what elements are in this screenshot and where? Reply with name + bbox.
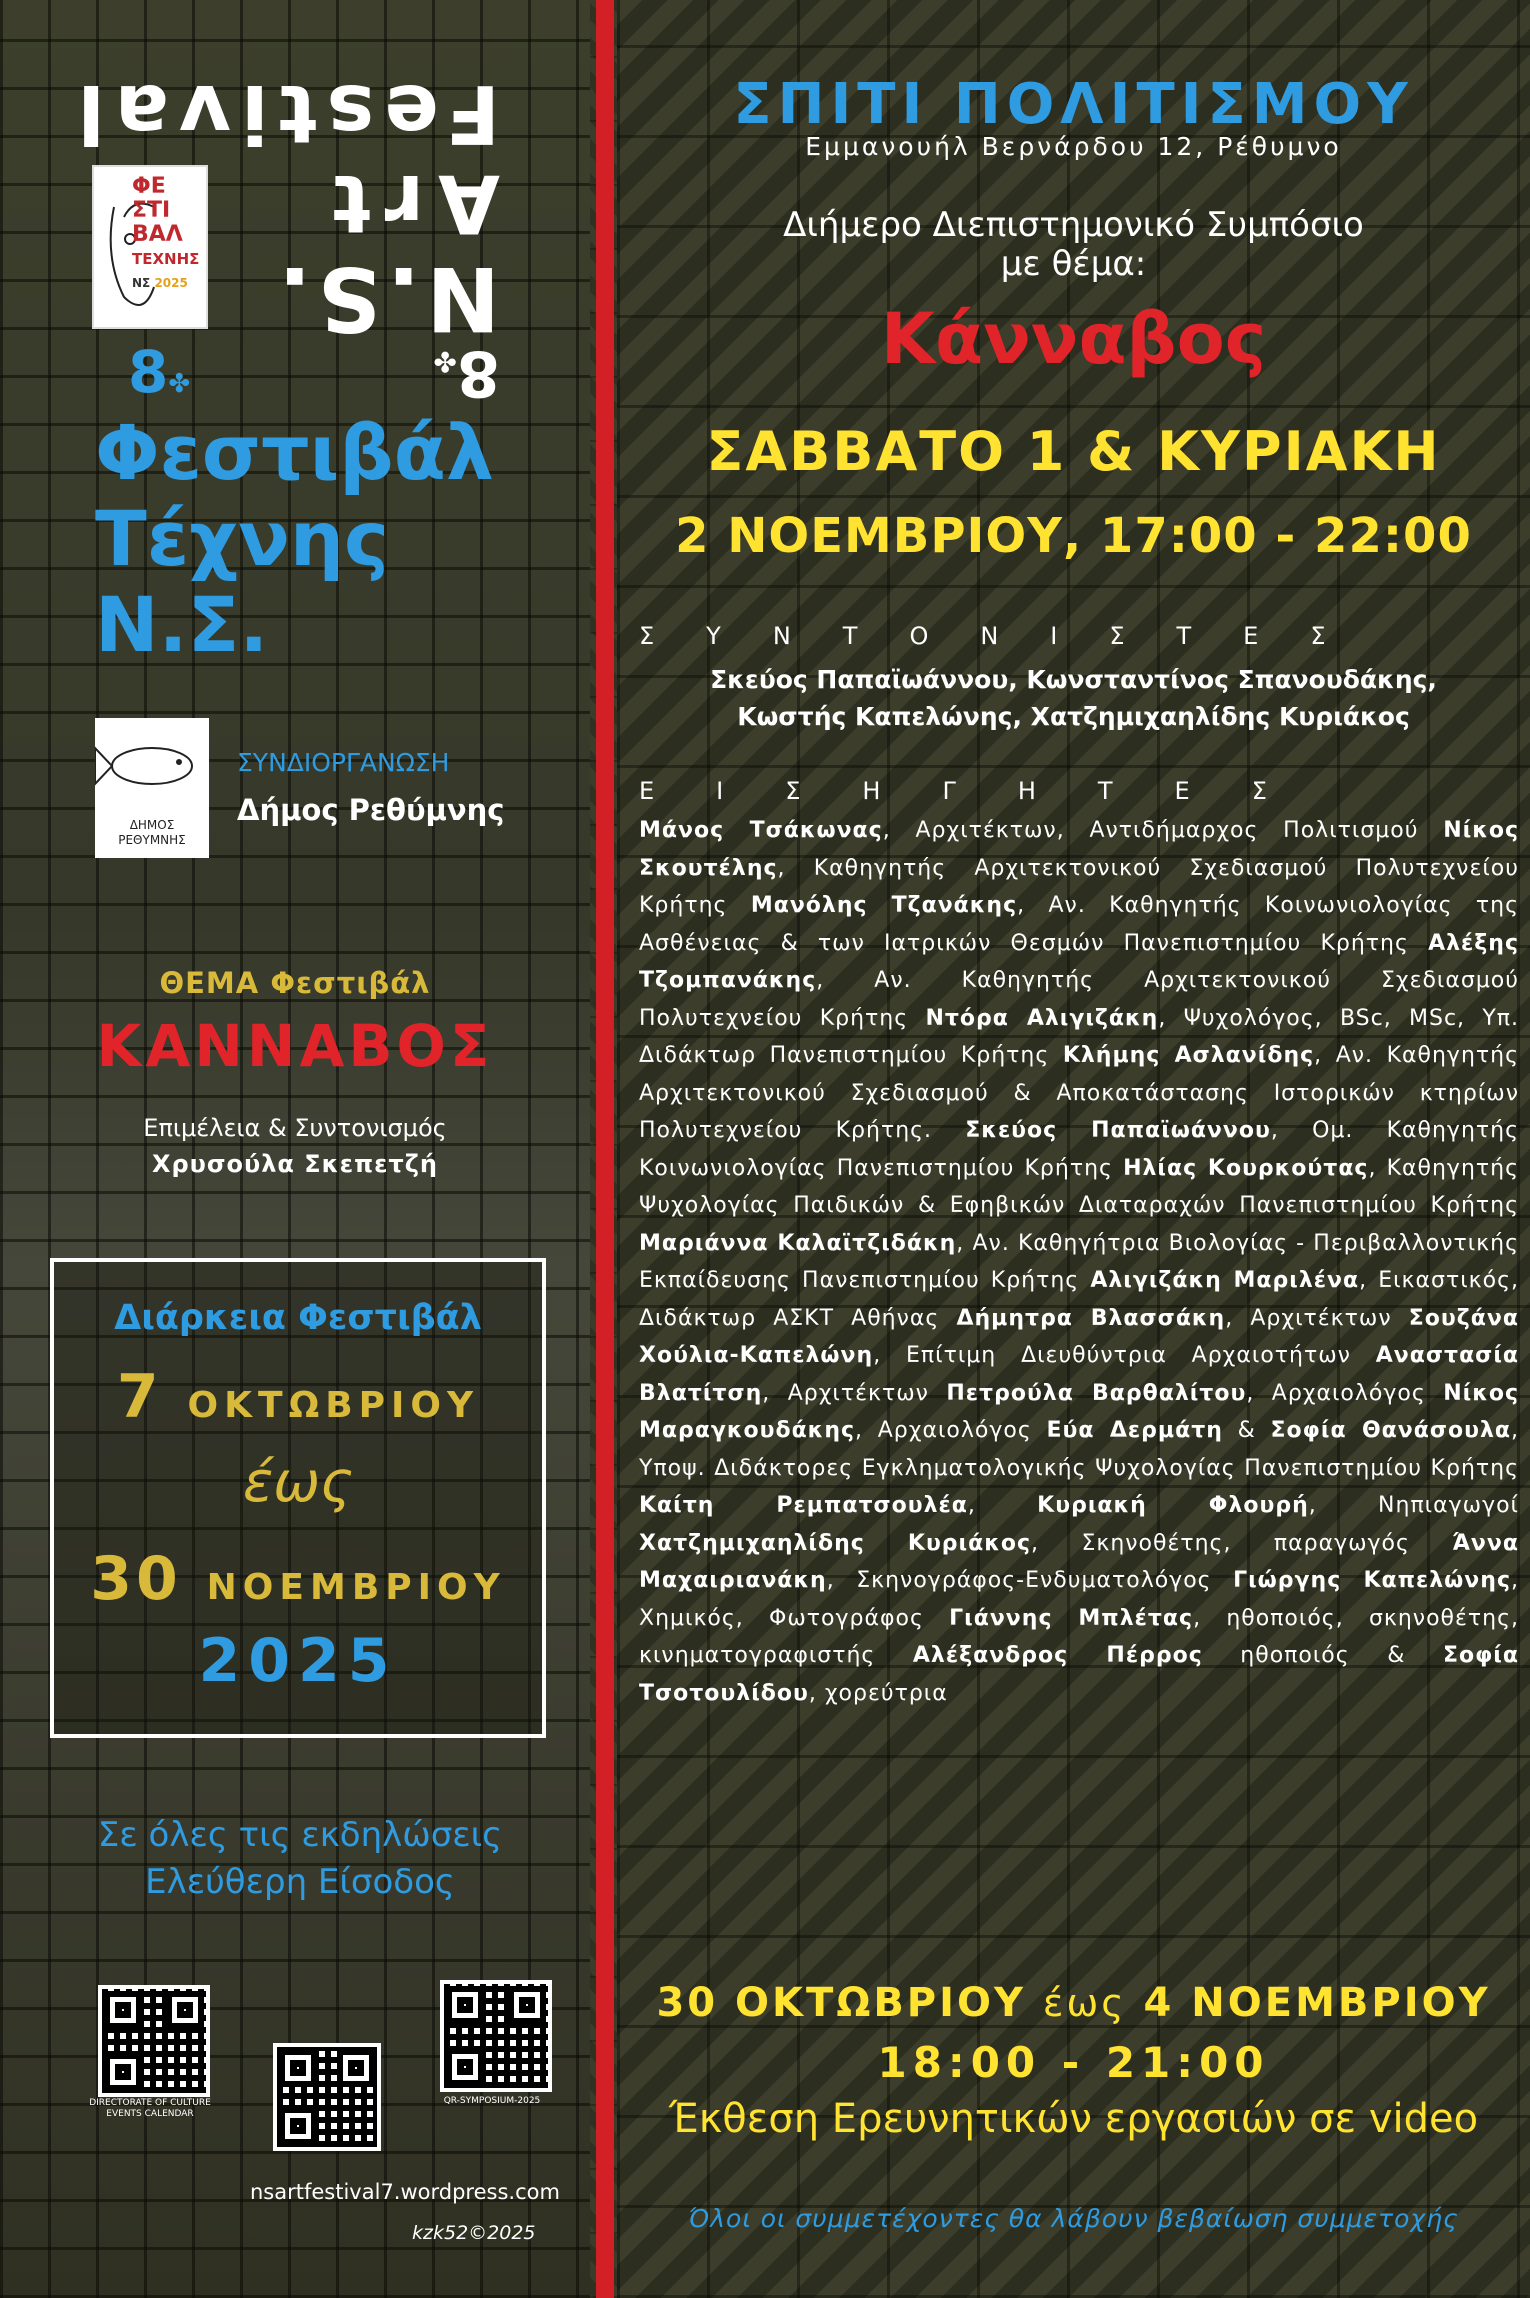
speaker-role: , Αν. Καθηγήτρια Βιολογίας - Περιβαλλοντικής Εκπαίδευσης Πανεπιστημίου Κρήτης — [639, 1230, 1519, 1293]
speaker-name: Νίκος Μαραγκουδάκης — [639, 1380, 1519, 1443]
festival-logo — [92, 165, 208, 329]
municipality-logo-text: ΔΗΜΟΣ ΡΕΘΥΜΝΗΣ — [118, 818, 186, 847]
speaker-name: Κλήμης Ασλανίδης — [1062, 1043, 1315, 1068]
festival-name-line-1: Φεστιβάλ — [95, 408, 494, 497]
speaker-name: Χατζημιχαηλίδης Κυριάκος — [639, 1530, 1032, 1556]
speaker-role: , — [967, 1493, 1038, 1518]
speaker-name: Άννα Μαχαιριανάκη — [639, 1530, 1519, 1593]
credit: kzk52©2025 — [412, 2222, 536, 2244]
speaker-name: Πετρούλα Βαρθαλίτου — [946, 1380, 1247, 1406]
exhibit-title: Έκθεση Ερευνητικών εργασιών σε video — [668, 2096, 1479, 2142]
symposium-dates-line-1: ΣΑΒΒΑΤΟ 1 & ΚΥΡΙΑΚΗ — [706, 420, 1441, 483]
qr-caption-symposium: QR-SYMPOSIUM-2025 — [443, 2096, 541, 2106]
speaker-name: Αλιγιζάκη Μαριλένα — [1090, 1268, 1360, 1293]
speakers-label: ΕΙΣΗΓΗΤΕΣ — [639, 777, 1329, 805]
curation-name: Χρυσούλα Σκεπετζή — [151, 1150, 439, 1178]
theme-value: ΚΑΝΝΑΒΟΣ — [96, 1012, 494, 1080]
speaker-name: Κυριακή Φλουρή — [1037, 1493, 1309, 1518]
speaker-name: Ντόρα Αλιγιζάκη — [925, 1005, 1159, 1031]
coorganization-name: Δήμος Ρεθύμνης — [237, 793, 505, 827]
flipped-title-line-8: 8✤ — [433, 337, 500, 410]
speaker-role: , Επίτιμη Διευθύντρια Αρχαιοτήτων — [873, 1343, 1376, 1368]
flipped-title-line-art: Art — [318, 157, 500, 250]
speaker-name: Καίτη Ρεμπατσουλέα — [639, 1493, 968, 1518]
speaker-name: Μάνος Τσάκωνας — [639, 818, 883, 843]
festival-name — [95, 410, 494, 668]
qr-code-symposium[interactable] — [440, 1980, 552, 2092]
speaker-role: , Αρχιτέκτων — [762, 1380, 947, 1406]
coordinators-line-1: Σκεύος Παπαϊωάννου, Κωνσταντίνος Σπανουδάκης, — [710, 665, 1437, 694]
speaker-name: Μαριάννα Καλαϊτζιδάκη — [639, 1230, 957, 1256]
free-entry-line-1: Σε όλες τις εκδηλώσεις — [97, 1815, 503, 1855]
exhibit-time: 18:00 - 21:00 — [877, 2038, 1270, 2087]
website-url[interactable]: nsartfestival7.wordpress.com — [250, 2180, 560, 2204]
speaker-name: Αναστασία Βλατίτση — [639, 1343, 1519, 1406]
qr-code-culture-calendar[interactable] — [98, 1985, 210, 2097]
speaker-role: , ηθοποιός, σκηνοθέτης, κινηματογραφιστής — [639, 1605, 1520, 1668]
curation-label: Επιμέλεια & Συντονισμός — [143, 1114, 447, 1142]
duration-box — [50, 1258, 546, 1738]
speaker-role: , Αρχαιολόγος — [855, 1418, 1047, 1443]
coordinators-label: ΣΥΝΤΟΝΙΣΤΕΣ — [639, 622, 1378, 650]
speaker-name: Μανόλης Τζανάκης — [750, 893, 1018, 918]
speaker-role: , Καθηγητής Ψυχολογίας Παιδικών & Εφηβικών Διαταραχών Πανεπιστημίου Κρήτης — [639, 1155, 1519, 1218]
speaker-role: , Αν. Καθηγητής Αρχιτεκτονικού Σχεδιασμού & Αποκατάστασης Ιστορικών κτηρίων Πολυτεχνείου Κρήτης. — [639, 1043, 1519, 1143]
speaker-role: , Σκηνογράφος-Ενδυματολόγος — [826, 1568, 1234, 1593]
speaker-name: Ηλίας Κουρκούτας — [1123, 1155, 1369, 1181]
speaker-role: , Ψυχολόγος, BSc, MSc, Υπ. Διδάκτωρ Πανεπιστημίου Κρήτης — [639, 1005, 1520, 1068]
flipped-title-line-ns: N.S. — [272, 247, 500, 350]
speaker-name: Σοφία Τσοτουλίδου — [639, 1643, 1519, 1706]
event-line-1: Διήμερο Διεπιστημονικό Συμπόσιο — [783, 205, 1364, 245]
speaker-name: Σοφία Θανάσουλα — [1270, 1418, 1511, 1443]
red-divider — [596, 0, 614, 2298]
speaker-name: Γιάννης Μπλέτας — [949, 1605, 1194, 1631]
free-entry-line-2: Ελεύθερη Είσοδος — [145, 1862, 455, 1902]
speaker-role: , Νηπιαγωγοί — [1308, 1493, 1519, 1518]
speaker-name: Αλέξανδρος Πέρρος — [912, 1643, 1203, 1668]
duration-end: 30 ΝΟΕΜΒΡΙΟΥ — [90, 1544, 506, 1614]
speaker-name: Δήμητρα Βλασσάκη — [956, 1305, 1226, 1331]
duration-start: 7 ΟΚΤΩΒΡΙΟΥ — [116, 1362, 480, 1432]
speaker-name: Εύα Δερμάτη — [1046, 1418, 1223, 1443]
venue-title: ΣΠΙΤΙ ΠΟΛΙΤΙΣΜΟΥ — [733, 72, 1414, 137]
theme-label: ΘΕΜΑ Φεστιβάλ — [159, 966, 431, 1000]
speaker-role: , Αν. Καθηγητής Κοινωνιολογίας της Ασθένειας & των Ιατρικών Θεσμών Πανεπιστημίου Κρήτης — [639, 893, 1519, 956]
speaker-role: , χορεύτρια — [808, 1680, 948, 1706]
festival-number: 8✤ — [128, 338, 191, 406]
duration-label: Διάρκεια Φεστιβάλ — [114, 1298, 482, 1338]
right-panel — [617, 0, 1530, 2298]
festival-logo-text: ΦΕ ΣΤΙ ΒΑΛ ΤΕΧΝΗΣ ΝΣ 2025 — [132, 174, 200, 290]
festival-name-line-3: Ν.Σ. — [95, 580, 269, 669]
coordinators-line-2: Κωστής Καπελώνης, Χατζημιχαηλίδης Κυριάκος — [737, 702, 1410, 731]
speaker-name: Γιώργης Καπελώνης — [1233, 1568, 1511, 1593]
speaker-role: , Σκηνοθέτης, παραγωγός — [1031, 1530, 1453, 1556]
qr-caption-culture: DIRECTORATE OF CULTURE EVENTS CALENDAR — [89, 2098, 211, 2119]
speaker-name: Νίκος Σκουτέλης — [639, 818, 1519, 881]
speaker-role: , Χημικός, Φωτογράφος — [639, 1568, 1519, 1631]
speakers-text — [639, 812, 1519, 1712]
symposium-topic: Κάνναβος — [880, 298, 1267, 380]
speaker-role: , Ομ. Καθηγητής Κοινωνιολογίας Πανεπιστημίου Κρήτης — [639, 1118, 1520, 1181]
venue-address: Εμμανουήλ Βερνάρδου 12, Ρέθυμνο — [805, 132, 1342, 161]
speaker-role: , Αν. Καθηγητής Αρχιτεκτονικού Σχεδιασμού Πολυτεχνείου Κρήτης — [639, 968, 1519, 1031]
flipped-title-line-festival: Festival — [67, 67, 500, 160]
speaker-role: ηθοποιός & — [1202, 1643, 1443, 1668]
duration-year: 2025 — [198, 1626, 398, 1696]
qr-code-festival[interactable] — [273, 2043, 381, 2151]
event-line-2: με θέμα: — [1000, 244, 1147, 284]
certificate-note: Όλοι οι συμμετέχοντες θα λάβουν βεβαίωση συμμετοχής — [688, 2204, 1459, 2233]
duration-until: έως — [242, 1450, 354, 1515]
left-panel — [0, 0, 590, 2298]
speaker-name: Αλέξης Τζομπανάκης — [639, 930, 1519, 993]
speaker-name: Σκεύος Παπαϊωάννου — [965, 1118, 1271, 1143]
municipality-fish-icon — [95, 718, 209, 814]
speaker-role: , Υποψ. Διδάκτορες Εγκληματολογικής Ψυχολογίας Πανεπιστημίου Κρήτης — [639, 1418, 1519, 1481]
speaker-role: & — [1222, 1418, 1271, 1443]
coorganization-label: ΣΥΝΔΙΟΡΓΑΝΩΣΗ — [237, 748, 450, 777]
symposium-dates-line-2: 2 ΝΟΕΜΒΡΙΟΥ, 17:00 - 22:00 — [675, 508, 1472, 564]
municipality-logo — [95, 718, 209, 858]
speaker-role: , Εικαστικός, Διδάκτωρ ΑΣΚΤ Αθήνας — [639, 1268, 1519, 1331]
speaker-role: , Αρχιτέκτων, Αντιδήμαρχος Πολιτισμού — [882, 818, 1444, 843]
speaker-role: , Αρχαιολόγος — [1246, 1380, 1444, 1406]
speaker-name: Σουζάνα Χούλια-Καπελώνη — [639, 1305, 1519, 1368]
speaker-role: , Αρχιτέκτων — [1225, 1305, 1409, 1331]
speaker-role: , Καθηγητής Αρχιτεκτονικού Σχεδιασμού Πολυτεχνείου Κρήτης — [639, 855, 1519, 918]
festival-name-line-2: Τέχνης — [95, 494, 390, 583]
exhibit-dates: 30 ΟΚΤΩΒΡΙΟΥ έως 4 ΝΟΕΜΒΡΙΟΥ — [656, 1980, 1491, 2026]
